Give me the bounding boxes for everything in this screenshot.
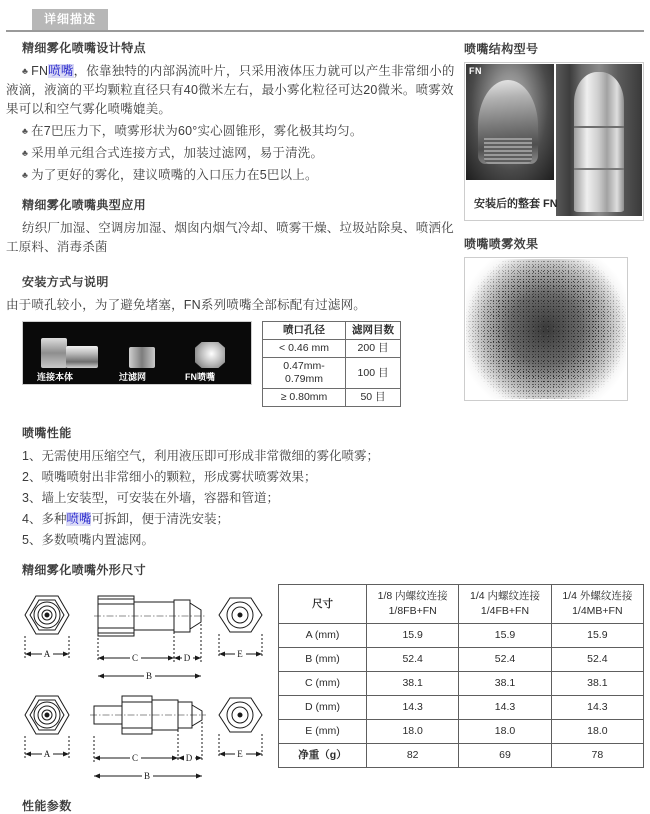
nozzle-link-1[interactable]: 喷嘴 (48, 64, 74, 78)
dim-cell-1-0: 52.4 (367, 648, 459, 672)
perf-text-4-post: 可拆卸，便于清洗安装； (91, 512, 229, 526)
perf-num-5: 5、 (22, 533, 42, 547)
nozzle-photo-assembly (556, 64, 642, 216)
dim-cell-1-1: 52.4 (459, 648, 551, 672)
parts-photo (22, 321, 252, 385)
mesh-cell-mesh-0: 200 目 (346, 340, 401, 358)
mesh-th-orifice: 喷口孔径 (263, 322, 346, 340)
table-row (263, 340, 401, 358)
dim-cell-0-1: 15.9 (459, 624, 551, 648)
parts-photo-label-2: FN喷嘴 (185, 372, 215, 382)
list-item (22, 447, 458, 466)
dim-label-b-2: B (143, 771, 151, 781)
design-bullet-1 (6, 122, 458, 141)
design-bullet-2 (6, 144, 458, 163)
dim-label-e-1: E (237, 649, 243, 659)
dim-th-col-2-line2: 1/4MB+FN (572, 605, 623, 617)
spray-effect-image (464, 257, 628, 401)
parts-photo-label-1: 过滤网 (119, 372, 147, 382)
struct-caption: 安装后的整套 FN (474, 198, 558, 210)
nozzle-link-2[interactable]: 喷嘴 (66, 512, 92, 526)
dim-th-col-0-line1: 1/8 内螺纹连接 (377, 590, 448, 602)
dim-label-d-2: D (185, 753, 193, 763)
table-row (279, 696, 644, 720)
perf-text-2: 喷嘴喷射出非常细小的颗粒，形成雾状喷雾效果； (41, 470, 317, 484)
params-section (22, 798, 644, 814)
dim-row-label-3: D (mm) (279, 696, 367, 720)
dim-cell-3-1: 14.3 (459, 696, 551, 720)
perf-text-3: 墙上安装型，可安装在外墙，容器和管道； (41, 491, 279, 505)
dimensions-row (6, 584, 644, 786)
list-item (22, 510, 458, 529)
table-row (279, 648, 644, 672)
design-p1-post: ，依靠独特的内部涡流叶片，只采用液体压力就可以产生非常细小的液滴，液滴的平均颗粒直径只有40微米左右，最小雾化粒径可达20微米。喷雾效果可以和空气雾化喷嘴媲美。 (6, 64, 455, 116)
dim-row-label-5: 净重（g） (279, 744, 367, 768)
part-connector-barrel (66, 346, 98, 368)
table-row (263, 389, 401, 407)
mesh-cell-orifice-2: ≥ 0.80mm (263, 389, 346, 407)
performance-list (6, 447, 458, 550)
dim-row-label-4: E (mm) (279, 720, 367, 744)
dim-row-label-2: C (mm) (279, 672, 367, 696)
dim-cell-2-0: 38.1 (367, 672, 459, 696)
part-fn-nozzle (195, 342, 225, 368)
dim-label-b-1: B (145, 671, 153, 681)
list-item (22, 531, 458, 550)
dimensions-heading: 精细雾化喷嘴外形尺寸 (22, 563, 147, 577)
mesh-cell-orifice-0: < 0.46 mm (263, 340, 346, 358)
dim-label-a-2: A (43, 749, 51, 759)
install-heading: 安装方式与说明 (22, 275, 109, 289)
table-header-row (263, 322, 401, 340)
dim-row-label-1: B (mm) (279, 648, 367, 672)
design-bullet-3 (6, 166, 458, 185)
drawing-male-thread (6, 686, 274, 786)
dim-th-col-1-line2: 1/4FB+FN (480, 605, 530, 617)
design-b3-text: 为了更好的雾化，建议喷嘴的入口压力在5巴以上。 (31, 168, 318, 182)
fn-tag-label: FN (469, 66, 482, 76)
table-row (279, 672, 644, 696)
mesh-cell-mesh-2: 50 目 (346, 389, 401, 407)
dim-label-c-1: C (131, 653, 139, 663)
filter-mesh-table (262, 321, 401, 407)
dimension-drawings (6, 584, 274, 786)
right-column (458, 40, 650, 401)
perf-text-4-pre: 多种 (41, 512, 67, 526)
performance-heading: 喷嘴性能 (22, 426, 72, 440)
part-filter-mesh (129, 347, 155, 368)
perf-text-1: 无需使用压缩空气，利用液压即可形成非常微细的雾化喷雾； (41, 449, 379, 463)
params-heading: 性能参数 (22, 799, 72, 813)
dim-th-col-2-line1: 1/4 外螺纹连接 (562, 590, 633, 602)
design-p1-pre: FN (31, 64, 49, 78)
spray-droplets (466, 259, 626, 399)
dim-cell-1-2: 52.4 (551, 648, 643, 672)
design-b1-text: 在7巴压力下，喷雾形状为60°实心圆锥形，雾化极其均匀。 (31, 124, 363, 138)
struct-heading: 喷嘴结构型号 (464, 42, 539, 56)
nozzle-structure-image (464, 62, 644, 221)
perf-num-4: 4、 (22, 512, 42, 526)
dim-cell-5-0: 82 (367, 744, 459, 768)
dim-cell-3-2: 14.3 (551, 696, 643, 720)
dim-th-col-2 (551, 585, 643, 624)
two-column-layout (6, 40, 644, 552)
mesh-cell-mesh-1: 100 目 (346, 358, 401, 389)
list-item (22, 468, 458, 487)
design-paragraph (6, 62, 458, 119)
mesh-th-mesh: 滤网目数 (346, 322, 401, 340)
part-connector-body (41, 338, 67, 368)
parts-photo-label-0: 连接本体 (37, 372, 74, 382)
spray-canvas (466, 259, 626, 399)
design-b2-text: 采用单元组合式连接方式，加装过滤网，易于清洗。 (31, 146, 324, 160)
dim-label-c-2: C (131, 753, 139, 763)
perf-num-1: 1、 (22, 449, 42, 463)
mesh-cell-orifice-1: 0.47mm-0.79mm (263, 358, 346, 389)
table-row (279, 744, 644, 768)
table-row (263, 358, 401, 389)
tab-bar (6, 6, 644, 32)
perf-text-5: 多数喷嘴内置滤网。 (41, 533, 154, 547)
dim-label-e-2: E (237, 749, 243, 759)
install-note: 由于喷孔较小，为了避免堵塞，FN系列喷嘴全部标配有过滤网。 (6, 298, 366, 312)
page-content (0, 32, 650, 814)
drawing-female-thread (6, 584, 274, 686)
dim-cell-0-2: 15.9 (551, 624, 643, 648)
tab-detail-description[interactable]: 详细描述 (32, 9, 108, 30)
perf-num-3: 3、 (22, 491, 42, 505)
table-row (279, 624, 644, 648)
design-heading: 精细雾化喷嘴设计特点 (22, 41, 147, 55)
list-item (22, 489, 458, 508)
dim-label-d-1: D (183, 653, 191, 663)
nozzle-structure-inner (466, 64, 642, 219)
table-row (279, 720, 644, 744)
spray-heading: 喷嘴喷雾效果 (464, 237, 539, 251)
dim-label-a-1: A (43, 649, 51, 659)
dim-cell-3-0: 14.3 (367, 696, 459, 720)
dim-th-col-0 (367, 585, 459, 624)
perf-num-2: 2、 (22, 470, 42, 484)
dim-cell-2-2: 38.1 (551, 672, 643, 696)
dim-row-label-0: A (mm) (279, 624, 367, 648)
nozzle-body-assembly (574, 72, 624, 212)
dim-cell-4-2: 18.0 (551, 720, 643, 744)
application-heading: 精细雾化喷嘴典型应用 (22, 198, 147, 212)
dim-cell-0-0: 15.9 (367, 624, 459, 648)
dim-cell-5-1: 69 (459, 744, 551, 768)
nozzle-body-front (478, 80, 538, 164)
application-text: 纺织厂加湿、空调房加湿、烟囱内烟气冷却、喷雾干燥、垃圾站除臭、喷洒化工原料、消毒杀菌 (6, 221, 454, 254)
dim-th-col-1 (459, 585, 551, 624)
dim-th-col-0-line2: 1/8FB+FN (388, 605, 437, 617)
dim-th-col-1-line1: 1/4 内螺纹连接 (469, 590, 540, 602)
nozzle-photo-front (466, 64, 554, 180)
dim-cell-5-2: 78 (551, 744, 643, 768)
dim-th-size: 尺寸 (279, 585, 367, 624)
dim-cell-4-1: 18.0 (459, 720, 551, 744)
left-column (6, 40, 458, 552)
dim-cell-4-0: 18.0 (367, 720, 459, 744)
table-header-row (279, 585, 644, 624)
dimensions-table (278, 584, 644, 768)
install-row (22, 321, 458, 407)
dim-cell-2-1: 38.1 (459, 672, 551, 696)
